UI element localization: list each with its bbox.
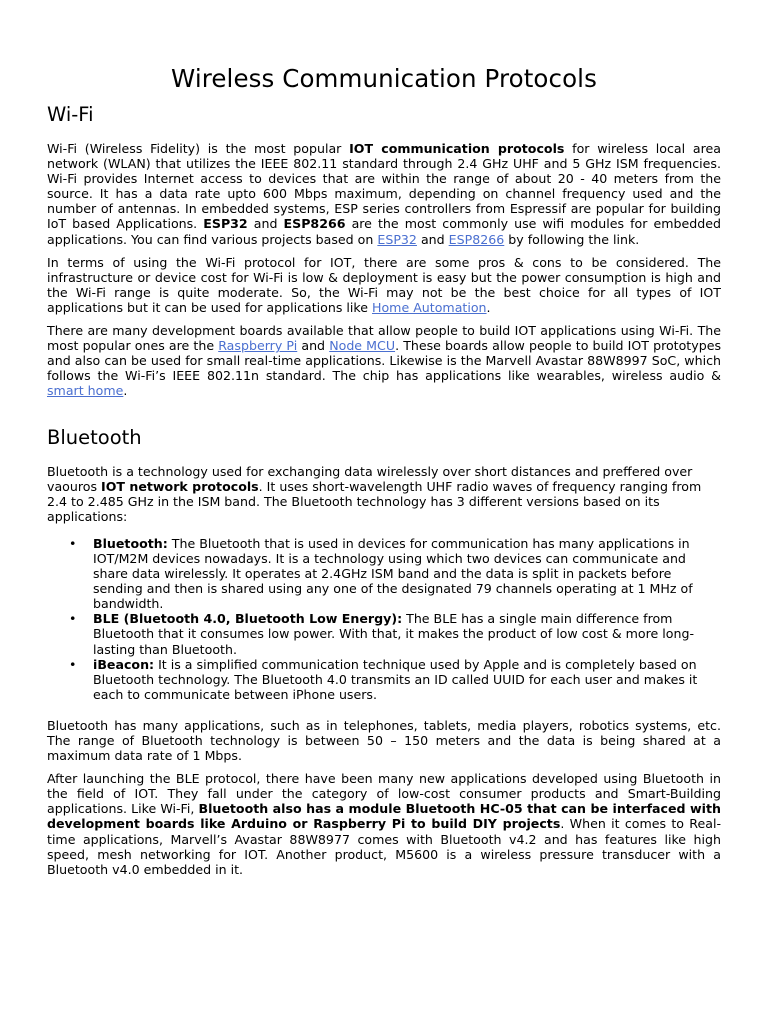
bold-hc05-module: Bluetooth also has a module Bluetooth HC-05 that can be interfaced with development boards like Arduino or Raspberry Pi to build DIY projects [47, 801, 721, 832]
bullet-icon: • [69, 656, 77, 672]
bold-esp8266: ESP8266 [283, 216, 346, 232]
bold-iot-communication-protocols: IOT communication protocols [349, 141, 565, 156]
wifi-paragraph-2: In terms of using the Wi-Fi protocol for IOT, there are some pros & cons to be considered. The infrastructure or device cost for Wi-Fi is low & deployment is easy but the power consumption is high and the Wi-Fi range is quite moderate. So, the Wi-Fi may not be the best choice for all types of IOT applications but it can be used for applications like Home Automation. [47, 254, 721, 315]
bold-iot-network-protocols: IOT network protocols [101, 478, 259, 494]
heading-wifi: Wi-Fi [47, 103, 94, 126]
list-item-term: BLE (Bluetooth 4.0, Bluetooth Low Energy): [93, 611, 403, 627]
bullet-icon: • [69, 611, 77, 627]
bullet-icon: • [69, 535, 77, 551]
bluetooth-paragraph-2: Bluetooth has many applications, such as in telephones, tablets, media players, robotics systems, etc. The range of Bluetooth technology is between 50 – 150 meters and the data is being shared at a maximum data rate of 1 Mbps. [47, 717, 721, 764]
list-item-text: It is a simplified communication technique used by Apple and is completely based on Bluetooth technology. The Bluetooth 4.0 transmits an ID called UUID for each user and makes it each to communicate between iPhone users. [93, 656, 698, 702]
link-smart-home[interactable]: smart home [47, 383, 124, 399]
bold-esp32: ESP32 [203, 216, 248, 232]
link-home-automation[interactable]: Home Automation [372, 299, 487, 315]
wifi-paragraph-3: There are many development boards available that allow people to build IOT applications using Wi-Fi. The most popular ones are the Raspberry Pi and Node MCU. These boards allow people to build IOT prototypes and also can be used for small real-time applications. Likewise is the Marvell Avastar 88W8997 SoC, which follows the Wi-Fi’s IEEE 802.11n standard. The chip has applications like wearables, wireless audio & smart home. [47, 323, 722, 399]
list-item-term: iBeacon: [93, 656, 155, 672]
page-title: Wireless Communication Protocols [171, 64, 597, 93]
list-item [69, 656, 721, 702]
bluetooth-paragraph-1: Bluetooth is a technology used for exchanging data wirelessly over short distances and preffered over vaouros IOT network protocols. It uses short-wavelength UHF radio waves of frequency ranging from 2.4 to 2.485 GHz in the ISM band. The Bluetooth technology has 3 different versions based on its applications: [47, 463, 702, 524]
list-item-text: The Bluetooth that is used in devices for communication has many applications in IOT/M2M devices nowadays. It is a technology using which two devices can communicate and share data wirelessly. It operates at 2.4GHz ISM band and the data is split in packets before sending and then is shared using any one of the designated 79 channels operating at 1 MHz of bandwidth. [93, 535, 693, 612]
list-item [69, 611, 721, 657]
link-esp32[interactable]: ESP32 [377, 231, 417, 247]
list-item-term: Bluetooth: [93, 535, 168, 551]
list-item [69, 535, 721, 612]
bluetooth-versions-list [47, 536, 721, 702]
bluetooth-paragraph-3: After launching the BLE protocol, there have been many new applications developed using Bluetooth in the field of IOT. They fall under the category of low-cost consumer products and Smart-Building applications. Like Wi-Fi, Bluetooth also has a module Bluetooth HC-05 that can be interfaced with development boards like Arduino or Raspberry Pi to build DIY projects. When it comes to Real-time applications, Marvell’s Avastar 88W8977 comes with Bluetooth v4.2 and has features like high speed, mesh networking for IOT. Another product, M5600 is a wireless pressure transducer with a Bluetooth v4.0 embedded in it. [47, 771, 721, 877]
wifi-paragraph-1: Wi-Fi (Wireless Fidelity) is the most popular IOT communication protocols for wireless local area network (WLAN) that utilizes the IEEE 802.11 standard through 2.4 GHz UHF and 5 GHz ISM frequencies. Wi-Fi provides Internet access to devices that are within the range of about 20 - 40 meters from the source. It has a data rate upto 600 Mbps maximum, depending on channel frequency used and the number of antennas. In embedded systems, ESP series controllers from Espressif are popular for building IoT based Applications. ESP32 and ESP8266 are the most commonly use wifi modules for embedded applications. You can find various projects based on ESP32 and ESP8266 by following the link. [47, 141, 721, 247]
link-esp8266[interactable]: ESP8266 [448, 231, 505, 247]
link-raspberry-pi[interactable]: Raspberry Pi [218, 338, 298, 354]
list-item-text: The BLE has a single main difference from Bluetooth that it consumes low power. With that, it makes the product of low cost & more long-lasting than Bluetooth. [93, 611, 694, 657]
link-node-mcu[interactable]: Node MCU [329, 338, 396, 354]
heading-bluetooth: Bluetooth [47, 425, 142, 449]
